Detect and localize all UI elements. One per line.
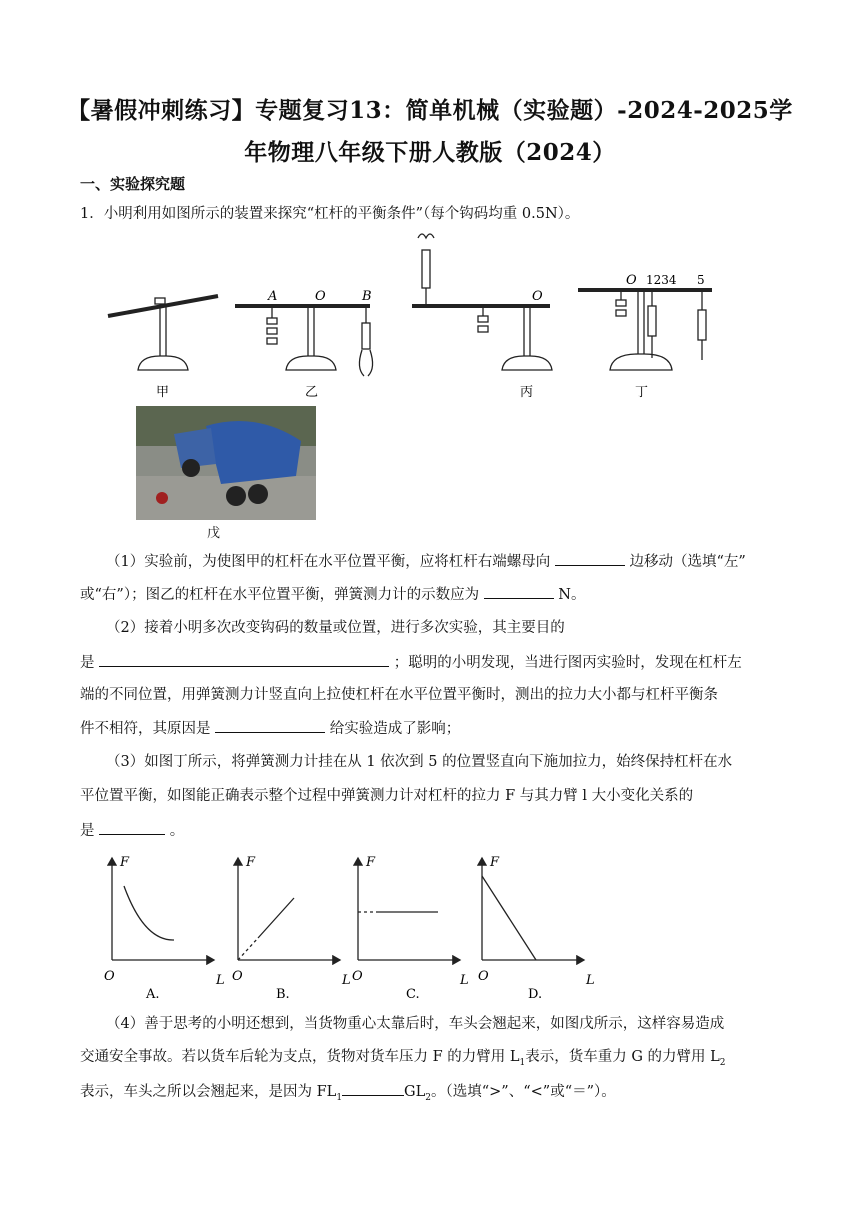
truck-photo — [136, 406, 316, 520]
p4-text-c1: 表示，车头之所以会翘起来，是因为 FL — [80, 1084, 337, 1100]
answer-blank-3[interactable] — [99, 652, 389, 667]
p2-text-e: 件不相符，其原因是 — [80, 721, 211, 737]
graph-b-f-label: F — [246, 855, 256, 870]
p1-text-b: 边移动（选填“左” — [629, 554, 746, 570]
force-arm-graphs — [96, 846, 616, 1006]
p1-text-d: N。 — [558, 587, 586, 603]
p1-text-c: 或“右”）；图乙的杠杆在水平位置平衡，弹簧测力计的示数应为 — [80, 587, 480, 603]
page-title-line2: 年物理八年级下册人教版（2024） — [244, 139, 616, 166]
graph-c-l-label: L — [460, 973, 469, 988]
pivot-o-label-ding: O — [626, 273, 637, 288]
pivot-o-label-bing: O — [532, 289, 543, 304]
p4-text-a: （4）善于思考的小明还想到，当货物重心太靠后时，车头会翘起来，如图戊所示，这样容易造成 — [106, 1016, 725, 1032]
scale-numbers: 1234 — [646, 273, 677, 287]
graph-d-origin: O — [478, 969, 489, 984]
option-b-label[interactable]: B. — [276, 987, 290, 1002]
pivot-o-label-yi: O — [315, 289, 326, 304]
graph-c-origin: O — [352, 969, 363, 984]
scale-five: 5 — [697, 273, 705, 287]
fig-label-wu: 戊 — [207, 526, 221, 541]
fig-label-ding: 丁 — [635, 385, 649, 400]
p4-text-c3: 。（选填“>”、“<”或“＝”）。 — [431, 1084, 616, 1100]
option-d-label[interactable]: D. — [528, 987, 543, 1002]
graph-a-f-label: F — [120, 855, 130, 870]
lever-apparatus-figure — [100, 228, 730, 408]
graph-a-origin: O — [104, 969, 115, 984]
answer-blank-2[interactable] — [484, 584, 554, 599]
graph-d-l-label: L — [586, 973, 595, 988]
p2-text-d: 端的不同位置，用弹簧测力计竖直向上拉使杠杆在水平位置平衡时，测出的拉力大小都与杠杆平衡条 — [80, 687, 718, 703]
answer-blank-6[interactable] — [342, 1081, 404, 1096]
fig-label-bing: 丙 — [520, 385, 534, 400]
point-b-label: B — [362, 289, 372, 304]
p3-text-b: 平位置平衡，如图能正确表示整个过程中弹簧测力计对杠杆的拉力 F 与其力臂 l 大小变化关系的 — [80, 788, 694, 804]
answer-blank-4[interactable] — [215, 718, 325, 733]
graph-d-f-label: F — [490, 855, 500, 870]
p2-text-a: （2）接着小明多次改变钩码的数量或位置，进行多次实验，其主要目的 — [106, 620, 565, 636]
page-title-line1: 【暑假冲刺练习】专题复习13：简单机械（实验题）-2024-2025学 — [67, 97, 793, 124]
option-c-label[interactable]: C. — [406, 987, 420, 1002]
p1-text-a: （1）实验前，为使图甲的杠杆在水平位置平衡，应将杠杆右端螺母向 — [106, 554, 551, 570]
graph-c-f-label: F — [366, 855, 376, 870]
p4-text-b: 交通安全事故。若以货车后轮为支点，货物对货车压力 F 的力臂用 L — [80, 1049, 520, 1065]
p3-text-c: 是 — [80, 823, 95, 839]
answer-blank-1[interactable] — [555, 551, 625, 566]
question-stem: 1．小明利用如图所示的装置来探究“杠杆的平衡条件”（每个钩码均重 0.5N）。 — [80, 206, 580, 222]
p4-sub-l1: 1 — [519, 1057, 526, 1068]
p4-sub-l2: 2 — [719, 1057, 726, 1068]
p4-text-c2: GL — [404, 1084, 426, 1100]
option-a-label[interactable]: A. — [146, 987, 160, 1002]
p2-text-c: ；聪明的小明发现，当进行图丙实验时，发现在杠杆左 — [393, 655, 742, 671]
p4-sub-gl2: 2 — [425, 1092, 431, 1103]
p2-text-b: 是 — [80, 655, 95, 671]
section-heading: 一、实验探究题 — [80, 175, 186, 193]
fig-label-yi: 乙 — [305, 385, 319, 400]
p4-text-b2: 表示，货车重力 G 的力臂用 L — [525, 1049, 720, 1065]
answer-blank-5[interactable] — [99, 820, 165, 835]
fig-label-jia: 甲 — [156, 385, 170, 400]
p3-text-d: 。 — [169, 823, 185, 839]
point-a-label: A — [268, 289, 278, 304]
graph-b-origin: O — [232, 969, 243, 984]
p2-text-f: 给实验造成了影响； — [329, 721, 461, 737]
p3-text-a: （3）如图丁所示，将弹簧测力计挂在从 1 依次到 5 的位置竖直向下施加拉力，始终保持杠杆在水 — [106, 754, 733, 770]
graph-a-l-label: L — [216, 973, 225, 988]
p4-sub-fl1: 1 — [336, 1092, 343, 1103]
graph-b-l-label: L — [342, 973, 351, 988]
